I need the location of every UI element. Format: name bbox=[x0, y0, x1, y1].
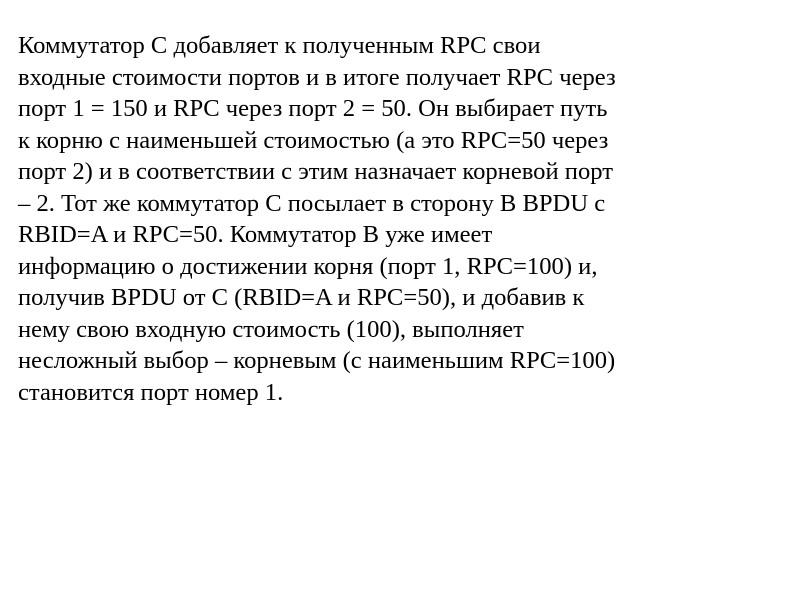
paragraph-line: становится порт номер 1. bbox=[18, 378, 284, 406]
paragraph-line: к корню с наименьшей стоимостью (а это RPC=50 через bbox=[18, 126, 609, 154]
paragraph-line: получив BPDU от С (RBID=A и RPC=50), и добавив к bbox=[18, 284, 585, 311]
body-paragraph bbox=[18, 30, 788, 408]
paragraph-line: порт 2) и в соответствии с этим назначает корневой порт bbox=[18, 158, 613, 185]
paragraph-line: Коммутатор С добавляет к полученным RPC свои bbox=[18, 32, 541, 59]
paragraph-line: входные стоимости портов и в итоге получает RPC через bbox=[18, 63, 616, 91]
paragraph-line: RBID=A и RPC=50. Коммутатор В уже имеет bbox=[18, 221, 493, 248]
paragraph-line: информацию о достижении корня (порт 1, RPC=100) и, bbox=[18, 252, 598, 280]
paragraph-line: несложный выбор – корневым (с наименьшим RPC=100) bbox=[18, 347, 616, 374]
paragraph-line: – 2. Тот же коммутатор С посылает в сторону В BPDU с bbox=[18, 189, 606, 217]
paragraph-line: нему свою входную стоимость (100), выполняет bbox=[18, 315, 524, 343]
paragraph-line: порт 1 = 150 и RPC через порт 2 = 50. Он выбирает путь bbox=[18, 95, 608, 122]
